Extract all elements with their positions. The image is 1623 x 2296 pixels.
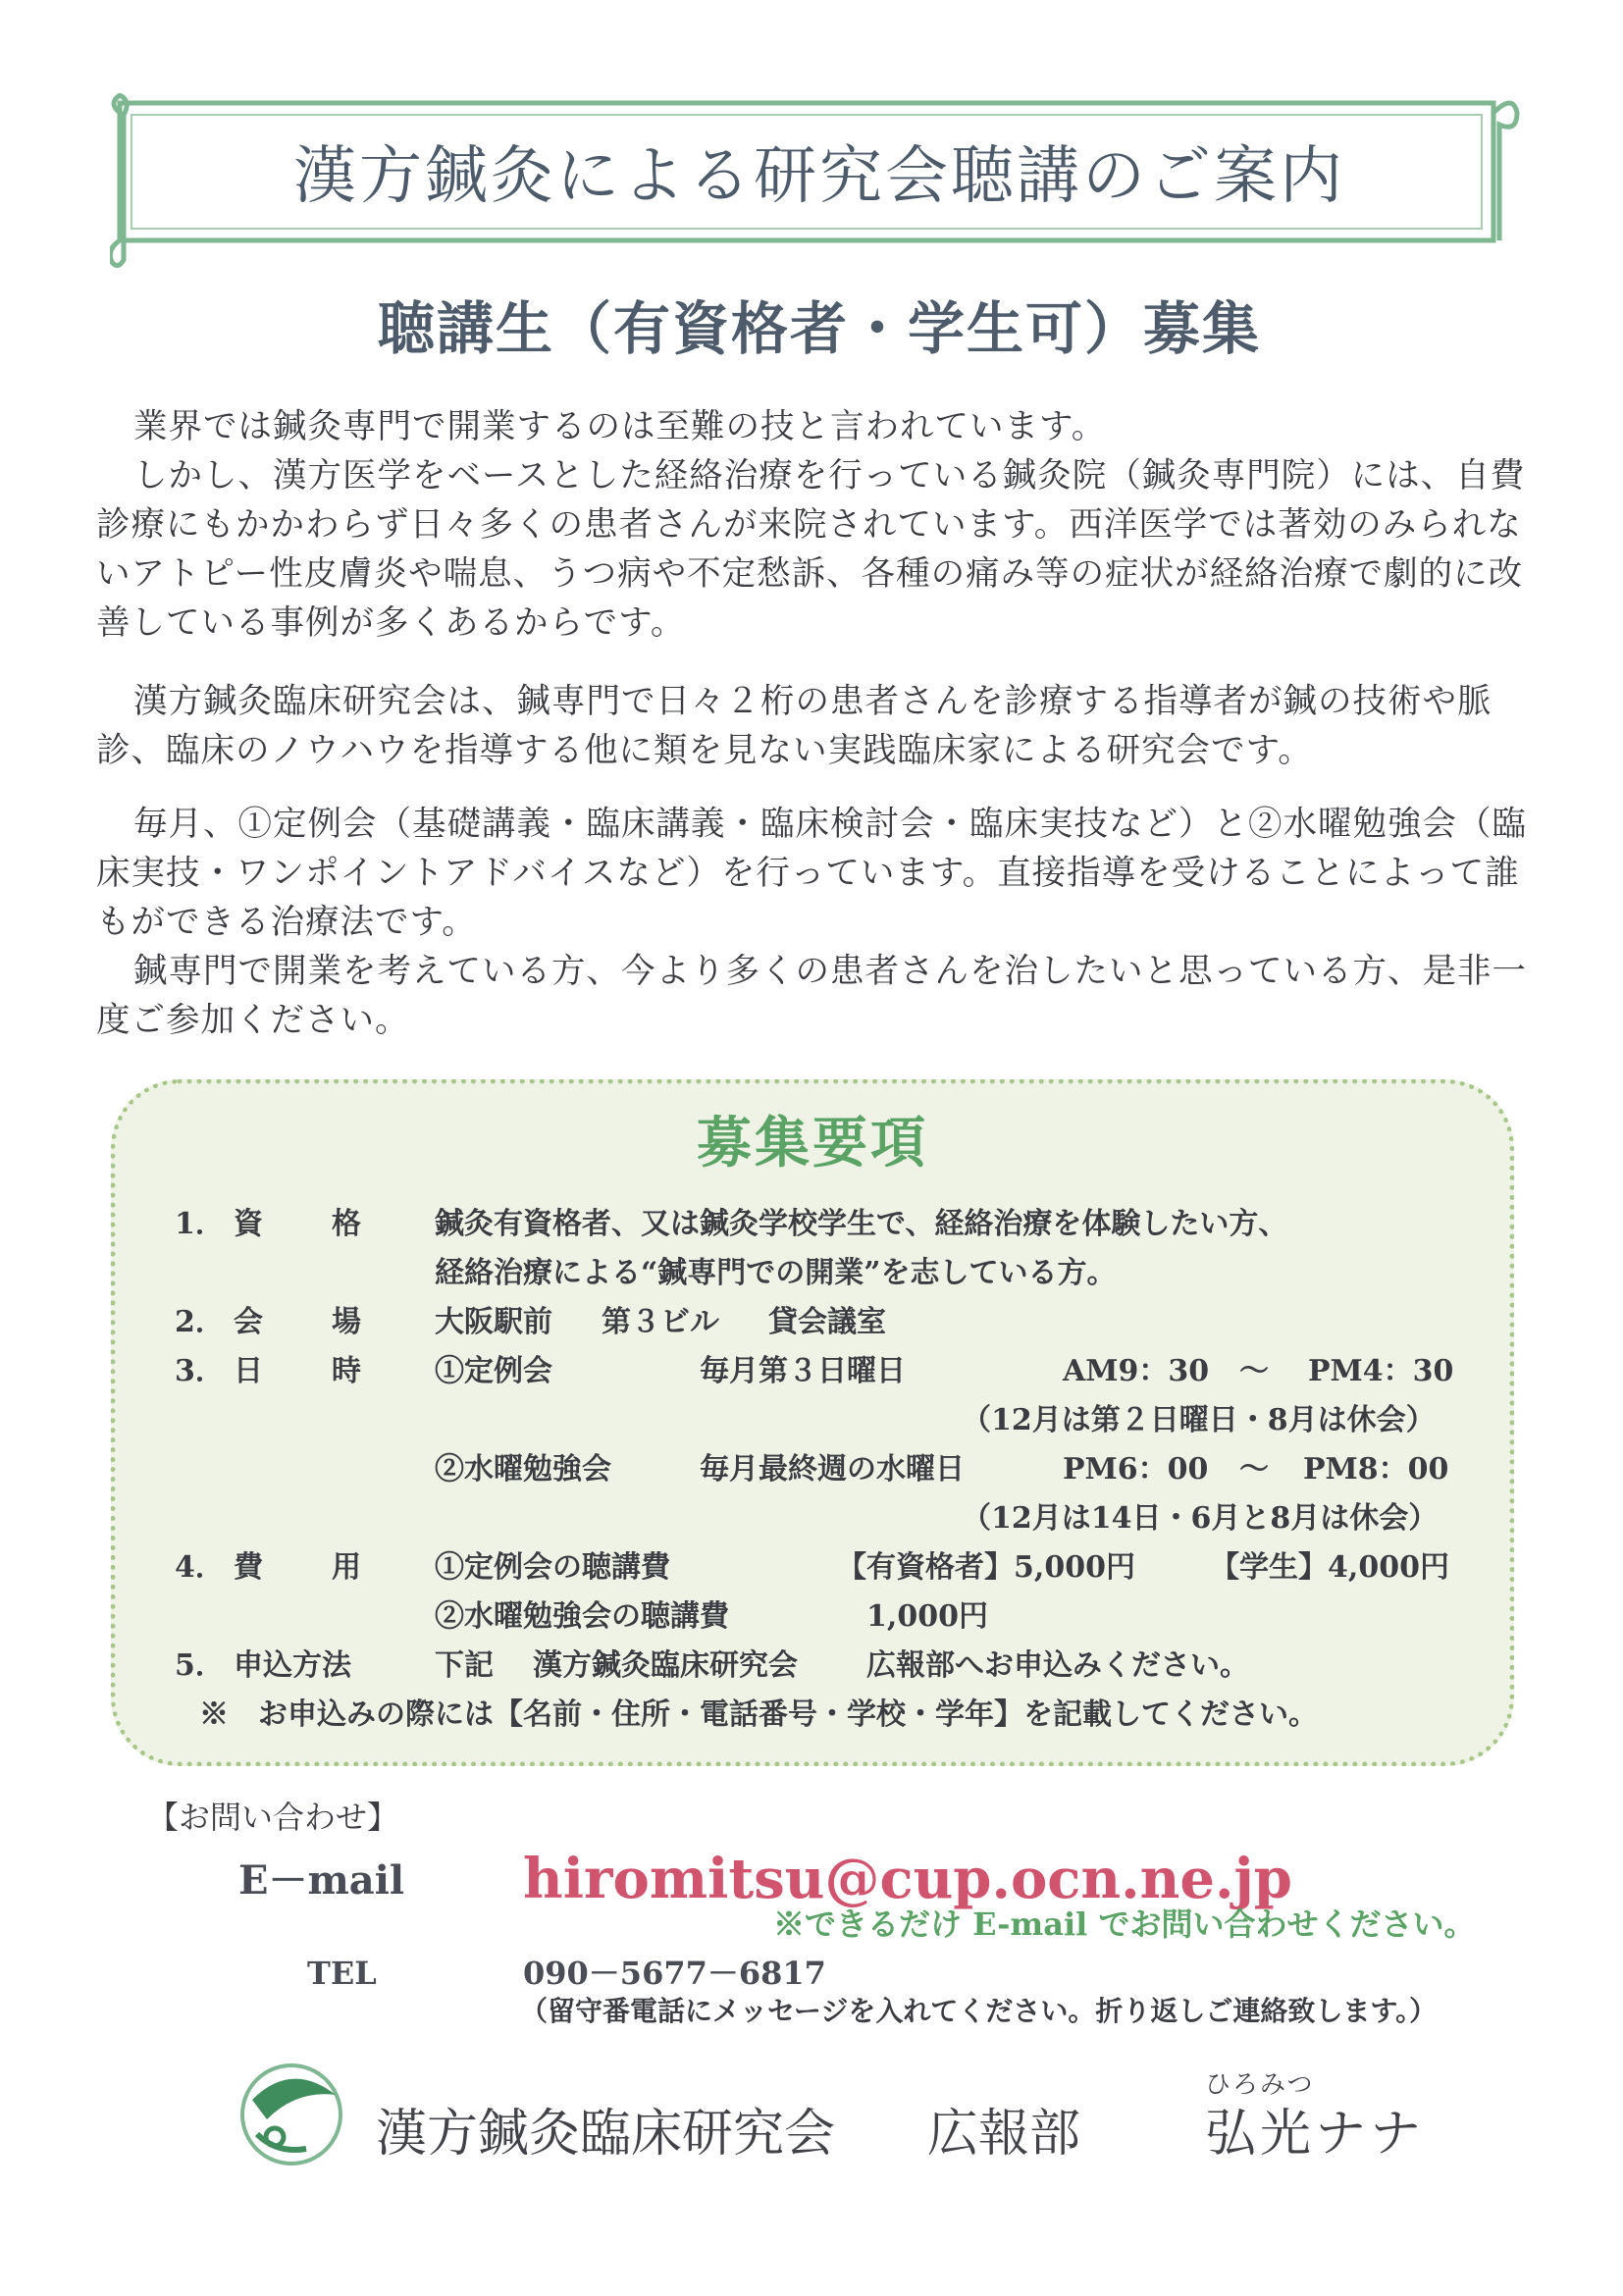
item-head-1b: 格	[332, 1207, 361, 1241]
item-number-4: 4．	[175, 1550, 225, 1585]
intro-line-2: しかし、漢方医学をベースとした経絡治療を行っている鍼灸院（鍼灸専門院）には、自費診療にもかかわらず日々多くの患者さんが来院されています。西洋医学では著効のみられないアトピー性皮膚炎や喘息、うつ病や不定愁訴、各種の痛み等の症状が経絡治療で劇的に改善している事例が多くあるからです。	[96, 456, 1526, 643]
regular-meeting-start: AM9：30	[1063, 1354, 1210, 1388]
regular-fee-name: ①定例会の聴講費	[435, 1550, 670, 1585]
organization-logo	[237, 2061, 345, 2168]
footer-person-furigana: ひろみつ	[1205, 2070, 1315, 2100]
wednesday-fee-amount: 1,000円	[866, 1599, 988, 1634]
regular-meeting-when: 毎月第３日曜日	[700, 1354, 906, 1388]
wednesday-study-when: 毎月最終週の水曜日	[700, 1452, 965, 1487]
tel-note: （留守番電話にメッセージを入れてください。折り返しご連絡致します。）	[520, 1995, 1438, 2027]
item-head-3a: 日	[234, 1354, 263, 1388]
intro-line-1: 業界では鍼灸専門で開業するのは至難の技と言われています。	[133, 407, 1107, 446]
item-head-4a: 費	[234, 1550, 263, 1585]
intro-paragraph-4: 鍼専門で開業を考えている方、今より多くの患者さんを治したいと思っている方、是非一度ご参加ください。	[96, 952, 1527, 1040]
qualification-line-1: 鍼灸有資格者、又は鍼灸学校学生で、経絡治療を体験したい方、	[435, 1207, 1288, 1241]
venue-room: 貸会議室	[768, 1305, 886, 1339]
footer-department: 広報部	[927, 2105, 1081, 2164]
item-head-2b: 場	[332, 1305, 361, 1339]
apply-dept: 広報部へお申込みください。	[866, 1648, 1249, 1683]
regular-meeting-separator: ～	[1239, 1354, 1269, 1388]
item-head-4b: 用	[332, 1550, 361, 1585]
wednesday-study-name: ②水曜勉強会	[435, 1452, 611, 1487]
venue-building: 第３ビル	[602, 1305, 719, 1339]
wednesday-fee-name: ②水曜勉強会の聴講費	[435, 1599, 729, 1634]
venue-place: 大阪駅前	[435, 1305, 552, 1339]
item-head-3b: 時	[332, 1354, 361, 1388]
application-note: ※ お申込みの際には【名前・住所・電話番号・学校・学年】を記載してください。	[199, 1697, 1318, 1732]
intro-paragraph-2: 漢方鍼灸臨床研究会は、鍼専門で日々２桁の患者さんを診療する指導者が鍼の技術や脈診、臨床のノウハウを指導する他に類を見ない実践臨床家による研究会です。	[96, 682, 1492, 770]
item-head-2a: 会	[234, 1305, 263, 1339]
email-label: E－mail	[238, 1857, 405, 1904]
intro-paragraph-1	[96, 402, 1529, 648]
intro-paragraph-3: 毎月、①定例会（基礎講義・臨床講義・臨床検討会・臨床実技など）と②水曜勉強会（臨床実技・ワンポイントアドバイスなど）を行っています。直接指導を受けることによって誰もができる治療法です。	[96, 805, 1527, 942]
wednesday-study-end: PM8：00	[1303, 1452, 1449, 1487]
item-number-2: 2．	[175, 1305, 225, 1339]
email-note: ※できるだけ E-mail でお問い合わせください。	[773, 1905, 1476, 1943]
page-title: 漢方鍼灸による研究会聴講のご案内	[293, 140, 1345, 213]
tel-label: TEL	[307, 1955, 377, 1992]
wednesday-study-separator: ～	[1239, 1452, 1269, 1487]
item-head-5: 申込方法	[234, 1648, 351, 1683]
apply-lead: 下記	[435, 1648, 494, 1683]
wednesday-study-start: PM6：00	[1063, 1452, 1209, 1487]
item-number-1: 1．	[175, 1207, 225, 1241]
contact-label: 【お問い合わせ】	[147, 1799, 399, 1836]
regular-meeting-name: ①定例会	[435, 1354, 552, 1388]
footer-organization-name: 漢方鍼灸臨床研究会	[376, 2105, 836, 2164]
regular-fee-student: 【学生】4,000円	[1210, 1550, 1449, 1585]
qualification-line-2: 経絡治療による“鍼専門での開業”を志している方。	[435, 1256, 1117, 1290]
regular-meeting-end: PM4：30	[1308, 1354, 1454, 1388]
footer-person-name: 弘光ナナ	[1205, 2105, 1426, 2164]
item-number-3: 3．	[175, 1354, 225, 1388]
regular-meeting-note: （12月は第２日曜日・8月は休会）	[962, 1403, 1436, 1437]
apply-org: 漢方鍼灸臨床研究会	[533, 1648, 798, 1683]
wednesday-study-note: （12月は14日・6月と8月は休会）	[962, 1501, 1439, 1536]
email-link[interactable]: hiromitsu@cup.ocn.ne.jp	[523, 1847, 1292, 1911]
item-head-1a: 資	[234, 1207, 263, 1241]
item-number-5: 5．	[175, 1648, 225, 1683]
regular-fee-qualified: 【有資格者】5,000円	[837, 1550, 1135, 1585]
recruitment-subtitle: 聴講生（有資格者・学生可）募集	[377, 295, 1261, 362]
tel-number[interactable]: 090－5677－6817	[523, 1955, 826, 1992]
recruitment-title: 募集要項	[697, 1111, 928, 1175]
